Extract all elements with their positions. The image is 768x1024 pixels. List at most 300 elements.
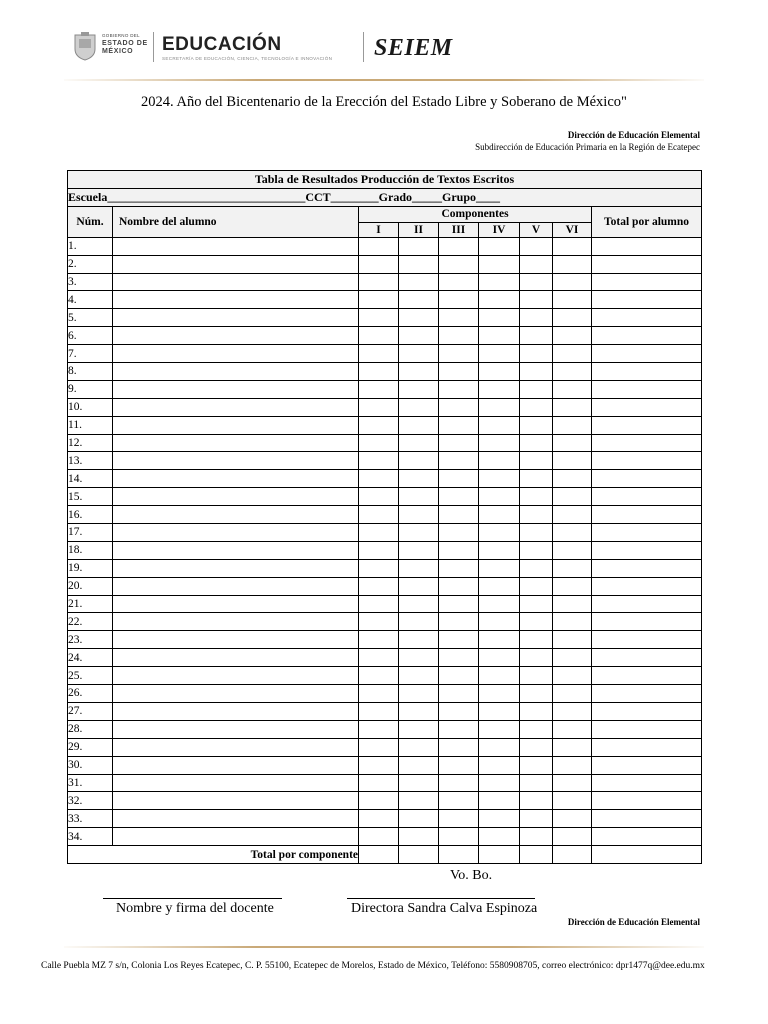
component-score-cell[interactable] [399,667,439,685]
component-score-cell[interactable] [439,363,479,381]
component-score-cell[interactable] [553,398,592,416]
component-score-cell[interactable] [553,309,592,327]
component-score-cell[interactable] [553,613,592,631]
row-number: 19. [68,559,113,577]
component-score-cell[interactable] [439,452,479,470]
student-name-cell[interactable] [113,416,359,434]
component-score-cell[interactable] [439,309,479,327]
component-score-cell[interactable] [553,327,592,345]
component-score-cell[interactable] [479,702,520,720]
student-name-cell[interactable] [113,774,359,792]
component-score-cell[interactable] [399,756,439,774]
component-score-cell[interactable] [479,631,520,649]
student-name-cell[interactable] [113,828,359,846]
component-score-cell[interactable] [553,702,592,720]
component-score-cell[interactable] [479,613,520,631]
component-score-cell[interactable] [359,434,399,452]
component-score-cell[interactable] [399,309,439,327]
component-score-cell[interactable] [439,291,479,309]
student-name-cell[interactable] [113,577,359,595]
component-score-cell[interactable] [553,595,592,613]
student-total-cell[interactable] [592,309,702,327]
student-total-cell[interactable] [592,702,702,720]
component-score-cell[interactable] [359,237,399,255]
component-score-cell[interactable] [520,595,553,613]
student-name-cell[interactable] [113,738,359,756]
component-score-cell[interactable] [399,792,439,810]
component-score-cell[interactable] [479,255,520,273]
component-score-cell[interactable] [399,452,439,470]
component-score-cell[interactable] [359,398,399,416]
component-score-cell[interactable] [553,577,592,595]
component-score-cell[interactable] [520,327,553,345]
student-total-cell[interactable] [592,595,702,613]
component-score-cell[interactable] [520,667,553,685]
component-score-cell[interactable] [479,685,520,703]
component-score-cell[interactable] [359,810,399,828]
component-score-cell[interactable] [399,541,439,559]
student-name-cell[interactable] [113,720,359,738]
row-number: 9. [68,380,113,398]
component-score-cell[interactable] [553,416,592,434]
component-score-cell[interactable] [439,649,479,667]
student-total-cell[interactable] [592,237,702,255]
component-score-cell[interactable] [520,792,553,810]
component-score-cell[interactable] [359,595,399,613]
component-total-cell[interactable] [399,846,439,864]
component-score-cell[interactable] [439,470,479,488]
component-score-cell[interactable] [520,828,553,846]
component-score-cell[interactable] [553,810,592,828]
component-score-cell[interactable] [553,291,592,309]
component-score-cell[interactable] [399,380,439,398]
student-name-cell[interactable] [113,255,359,273]
component-score-cell[interactable] [553,685,592,703]
component-total-cell[interactable] [520,846,553,864]
component-score-cell[interactable] [520,273,553,291]
student-name-cell[interactable] [113,595,359,613]
student-total-cell[interactable] [592,559,702,577]
component-score-cell[interactable] [520,649,553,667]
table-row [68,255,702,273]
component-score-cell[interactable] [439,416,479,434]
component-score-cell[interactable] [520,309,553,327]
component-score-cell[interactable] [553,649,592,667]
component-score-cell[interactable] [359,631,399,649]
component-score-cell[interactable] [439,524,479,542]
component-score-cell[interactable] [520,720,553,738]
component-score-cell[interactable] [439,685,479,703]
component-score-cell[interactable] [439,434,479,452]
component-score-cell[interactable] [399,559,439,577]
component-score-cell[interactable] [479,363,520,381]
component-score-cell[interactable] [520,577,553,595]
student-total-cell[interactable] [592,774,702,792]
component-score-cell[interactable] [479,756,520,774]
student-name-cell[interactable] [113,702,359,720]
component-score-cell[interactable] [553,470,592,488]
component-score-cell[interactable] [359,255,399,273]
student-name-cell[interactable] [113,327,359,345]
component-score-cell[interactable] [479,792,520,810]
component-score-cell[interactable] [439,380,479,398]
component-score-cell[interactable] [399,488,439,506]
component-score-cell[interactable] [399,631,439,649]
table-row [68,309,702,327]
component-score-cell[interactable] [479,345,520,363]
row-number: 30. [68,756,113,774]
student-name-cell[interactable] [113,559,359,577]
component-score-cell[interactable] [520,774,553,792]
director-signature-line [347,898,535,899]
component-score-cell[interactable] [439,613,479,631]
component-score-cell[interactable] [439,237,479,255]
header-total-student: Total por alumno [592,206,702,237]
student-total-cell[interactable] [592,327,702,345]
component-score-cell[interactable] [359,702,399,720]
component-score-cell[interactable] [439,255,479,273]
component-score-cell[interactable] [520,363,553,381]
component-score-cell[interactable] [439,792,479,810]
component-score-cell[interactable] [553,756,592,774]
student-name-cell[interactable] [113,398,359,416]
component-score-cell[interactable] [399,327,439,345]
student-total-cell[interactable] [592,255,702,273]
student-name-cell[interactable] [113,363,359,381]
subdirection-name: Subdirección de Educación Primaria en la Región de Ecatepec [475,142,700,152]
student-total-cell[interactable] [592,363,702,381]
component-score-cell[interactable] [359,380,399,398]
student-name-cell[interactable] [113,470,359,488]
student-name-cell[interactable] [113,756,359,774]
student-name-cell[interactable] [113,541,359,559]
component-score-cell[interactable] [399,255,439,273]
component-score-cell[interactable] [553,363,592,381]
component-score-cell[interactable] [553,255,592,273]
component-total-cell[interactable] [439,846,479,864]
component-score-cell[interactable] [520,524,553,542]
component-score-cell[interactable] [399,577,439,595]
component-score-cell[interactable] [399,237,439,255]
student-total-cell[interactable] [592,577,702,595]
component-score-cell[interactable] [479,774,520,792]
component-score-cell[interactable] [479,559,520,577]
component-score-cell[interactable] [553,738,592,756]
component-score-cell[interactable] [479,488,520,506]
component-score-cell[interactable] [359,416,399,434]
component-score-cell[interactable] [479,380,520,398]
student-total-cell[interactable] [592,416,702,434]
component-score-cell[interactable] [439,506,479,524]
component-score-cell[interactable] [399,649,439,667]
component-score-cell[interactable] [520,255,553,273]
student-name-cell[interactable] [113,309,359,327]
component-score-cell[interactable] [479,667,520,685]
component-score-cell[interactable] [359,649,399,667]
student-total-cell[interactable] [592,345,702,363]
component-score-cell[interactable] [553,345,592,363]
component-score-cell[interactable] [359,291,399,309]
component-score-cell[interactable] [399,416,439,434]
student-total-cell[interactable] [592,488,702,506]
component-score-cell[interactable] [553,828,592,846]
table-title: Tabla de Resultados Producción de Textos Escritos [68,171,702,189]
student-total-cell[interactable] [592,756,702,774]
student-name-cell[interactable] [113,631,359,649]
component-score-cell[interactable] [439,541,479,559]
component-score-cell[interactable] [479,828,520,846]
component-score-cell[interactable] [520,416,553,434]
student-total-cell[interactable] [592,541,702,559]
row-number: 29. [68,738,113,756]
component-score-cell[interactable] [520,738,553,756]
component-score-cell[interactable] [399,613,439,631]
component-score-cell[interactable] [439,702,479,720]
component-score-cell[interactable] [479,309,520,327]
student-total-cell[interactable] [592,631,702,649]
student-total-cell[interactable] [592,738,702,756]
header-component-2: II [399,222,439,237]
student-total-cell[interactable] [592,524,702,542]
component-score-cell[interactable] [520,613,553,631]
component-score-cell[interactable] [553,774,592,792]
student-total-cell[interactable] [592,792,702,810]
component-score-cell[interactable] [399,345,439,363]
component-score-cell[interactable] [479,398,520,416]
component-score-cell[interactable] [553,631,592,649]
component-score-cell[interactable] [553,380,592,398]
student-total-cell[interactable] [592,720,702,738]
component-score-cell[interactable] [520,810,553,828]
student-name-cell[interactable] [113,273,359,291]
student-name-cell[interactable] [113,649,359,667]
component-score-cell[interactable] [553,667,592,685]
component-score-cell[interactable] [520,685,553,703]
component-score-cell[interactable] [439,810,479,828]
row-number: 8. [68,363,113,381]
component-score-cell[interactable] [439,774,479,792]
component-score-cell[interactable] [553,792,592,810]
component-score-cell[interactable] [439,756,479,774]
student-total-cell[interactable] [592,470,702,488]
component-total-cell[interactable] [479,846,520,864]
component-score-cell[interactable] [359,577,399,595]
component-score-cell[interactable] [479,291,520,309]
component-score-cell[interactable] [439,631,479,649]
component-score-cell[interactable] [520,434,553,452]
student-name-cell[interactable] [113,667,359,685]
component-score-cell[interactable] [520,380,553,398]
component-score-cell[interactable] [553,488,592,506]
component-score-cell[interactable] [479,237,520,255]
component-score-cell[interactable] [359,524,399,542]
component-score-cell[interactable] [359,738,399,756]
component-score-cell[interactable] [553,524,592,542]
student-total-cell[interactable] [592,380,702,398]
component-score-cell[interactable] [479,541,520,559]
student-name-cell[interactable] [113,237,359,255]
component-score-cell[interactable] [479,577,520,595]
component-score-cell[interactable] [359,720,399,738]
student-name-cell[interactable] [113,506,359,524]
table-row [68,452,702,470]
table-row [68,541,702,559]
component-score-cell[interactable] [399,685,439,703]
component-score-cell[interactable] [359,613,399,631]
component-score-cell[interactable] [359,541,399,559]
component-score-cell[interactable] [439,559,479,577]
row-number: 11. [68,416,113,434]
component-score-cell[interactable] [479,327,520,345]
component-score-cell[interactable] [520,237,553,255]
student-total-cell[interactable] [592,649,702,667]
component-score-cell[interactable] [399,273,439,291]
component-score-cell[interactable] [479,738,520,756]
component-score-cell[interactable] [359,792,399,810]
student-name-cell[interactable] [113,434,359,452]
student-total-cell[interactable] [592,434,702,452]
component-score-cell[interactable] [553,452,592,470]
student-total-cell[interactable] [592,291,702,309]
component-score-cell[interactable] [359,667,399,685]
student-name-cell[interactable] [113,345,359,363]
student-name-cell[interactable] [113,792,359,810]
component-score-cell[interactable] [399,291,439,309]
table-row [68,416,702,434]
student-total-cell[interactable] [592,828,702,846]
component-score-cell[interactable] [479,649,520,667]
component-score-cell[interactable] [399,595,439,613]
footer-direction-name: Dirección de Educación Elemental [567,917,700,927]
component-score-cell[interactable] [479,720,520,738]
component-score-cell[interactable] [479,595,520,613]
component-score-cell[interactable] [399,398,439,416]
component-score-cell[interactable] [520,506,553,524]
component-score-cell[interactable] [520,702,553,720]
component-score-cell[interactable] [439,273,479,291]
component-score-cell[interactable] [520,291,553,309]
student-total-cell[interactable] [592,452,702,470]
component-score-cell[interactable] [399,506,439,524]
student-total-cell[interactable] [592,667,702,685]
component-score-cell[interactable] [479,524,520,542]
component-score-cell[interactable] [553,506,592,524]
component-score-cell[interactable] [520,345,553,363]
component-score-cell[interactable] [399,470,439,488]
component-score-cell[interactable] [479,810,520,828]
student-total-cell[interactable] [592,810,702,828]
component-score-cell[interactable] [359,756,399,774]
component-score-cell[interactable] [439,595,479,613]
student-total-cell[interactable] [592,273,702,291]
component-score-cell[interactable] [359,685,399,703]
component-score-cell[interactable] [520,452,553,470]
student-name-cell[interactable] [113,685,359,703]
component-score-cell[interactable] [439,828,479,846]
component-score-cell[interactable] [520,398,553,416]
component-score-cell[interactable] [359,828,399,846]
component-score-cell[interactable] [399,828,439,846]
component-score-cell[interactable] [479,434,520,452]
component-score-cell[interactable] [399,810,439,828]
row-number: 18. [68,541,113,559]
row-number: 12. [68,434,113,452]
component-score-cell[interactable] [553,434,592,452]
component-score-cell[interactable] [399,738,439,756]
component-score-cell[interactable] [520,631,553,649]
component-score-cell[interactable] [520,559,553,577]
component-score-cell[interactable] [359,363,399,381]
component-score-cell[interactable] [399,434,439,452]
component-score-cell[interactable] [399,524,439,542]
component-score-cell[interactable] [439,738,479,756]
component-score-cell[interactable] [439,488,479,506]
component-score-cell[interactable] [520,541,553,559]
student-name-cell[interactable] [113,291,359,309]
component-score-cell[interactable] [479,470,520,488]
component-score-cell[interactable] [553,541,592,559]
row-number: 13. [68,452,113,470]
component-score-cell[interactable] [359,506,399,524]
component-score-cell[interactable] [359,774,399,792]
student-name-cell[interactable] [113,613,359,631]
student-name-cell[interactable] [113,452,359,470]
component-score-cell[interactable] [553,237,592,255]
component-score-cell[interactable] [359,345,399,363]
component-score-cell[interactable] [479,452,520,470]
component-score-cell[interactable] [520,756,553,774]
student-name-cell[interactable] [113,524,359,542]
component-score-cell[interactable] [399,720,439,738]
component-score-cell[interactable] [553,720,592,738]
student-total-cell[interactable] [592,685,702,703]
component-score-cell[interactable] [439,345,479,363]
component-score-cell[interactable] [359,309,399,327]
component-score-cell[interactable] [359,327,399,345]
component-total-cell[interactable] [553,846,592,864]
component-score-cell[interactable] [359,470,399,488]
component-score-cell[interactable] [439,667,479,685]
component-score-cell[interactable] [520,488,553,506]
component-score-cell[interactable] [399,774,439,792]
component-score-cell[interactable] [553,273,592,291]
component-score-cell[interactable] [359,452,399,470]
component-score-cell[interactable] [439,720,479,738]
grand-total-cell[interactable] [592,846,702,864]
student-total-cell[interactable] [592,398,702,416]
row-number: 10. [68,398,113,416]
component-score-cell[interactable] [399,363,439,381]
student-name-cell[interactable] [113,380,359,398]
student-name-cell[interactable] [113,810,359,828]
component-score-cell[interactable] [439,577,479,595]
student-total-cell[interactable] [592,506,702,524]
component-score-cell[interactable] [399,702,439,720]
component-score-cell[interactable] [359,273,399,291]
component-score-cell[interactable] [359,488,399,506]
component-score-cell[interactable] [439,327,479,345]
component-score-cell[interactable] [520,470,553,488]
component-total-cell[interactable] [359,846,399,864]
component-score-cell[interactable] [359,559,399,577]
component-score-cell[interactable] [439,398,479,416]
component-score-cell[interactable] [479,273,520,291]
student-total-cell[interactable] [592,613,702,631]
component-score-cell[interactable] [553,559,592,577]
component-score-cell[interactable] [479,506,520,524]
student-name-cell[interactable] [113,488,359,506]
component-score-cell[interactable] [479,416,520,434]
